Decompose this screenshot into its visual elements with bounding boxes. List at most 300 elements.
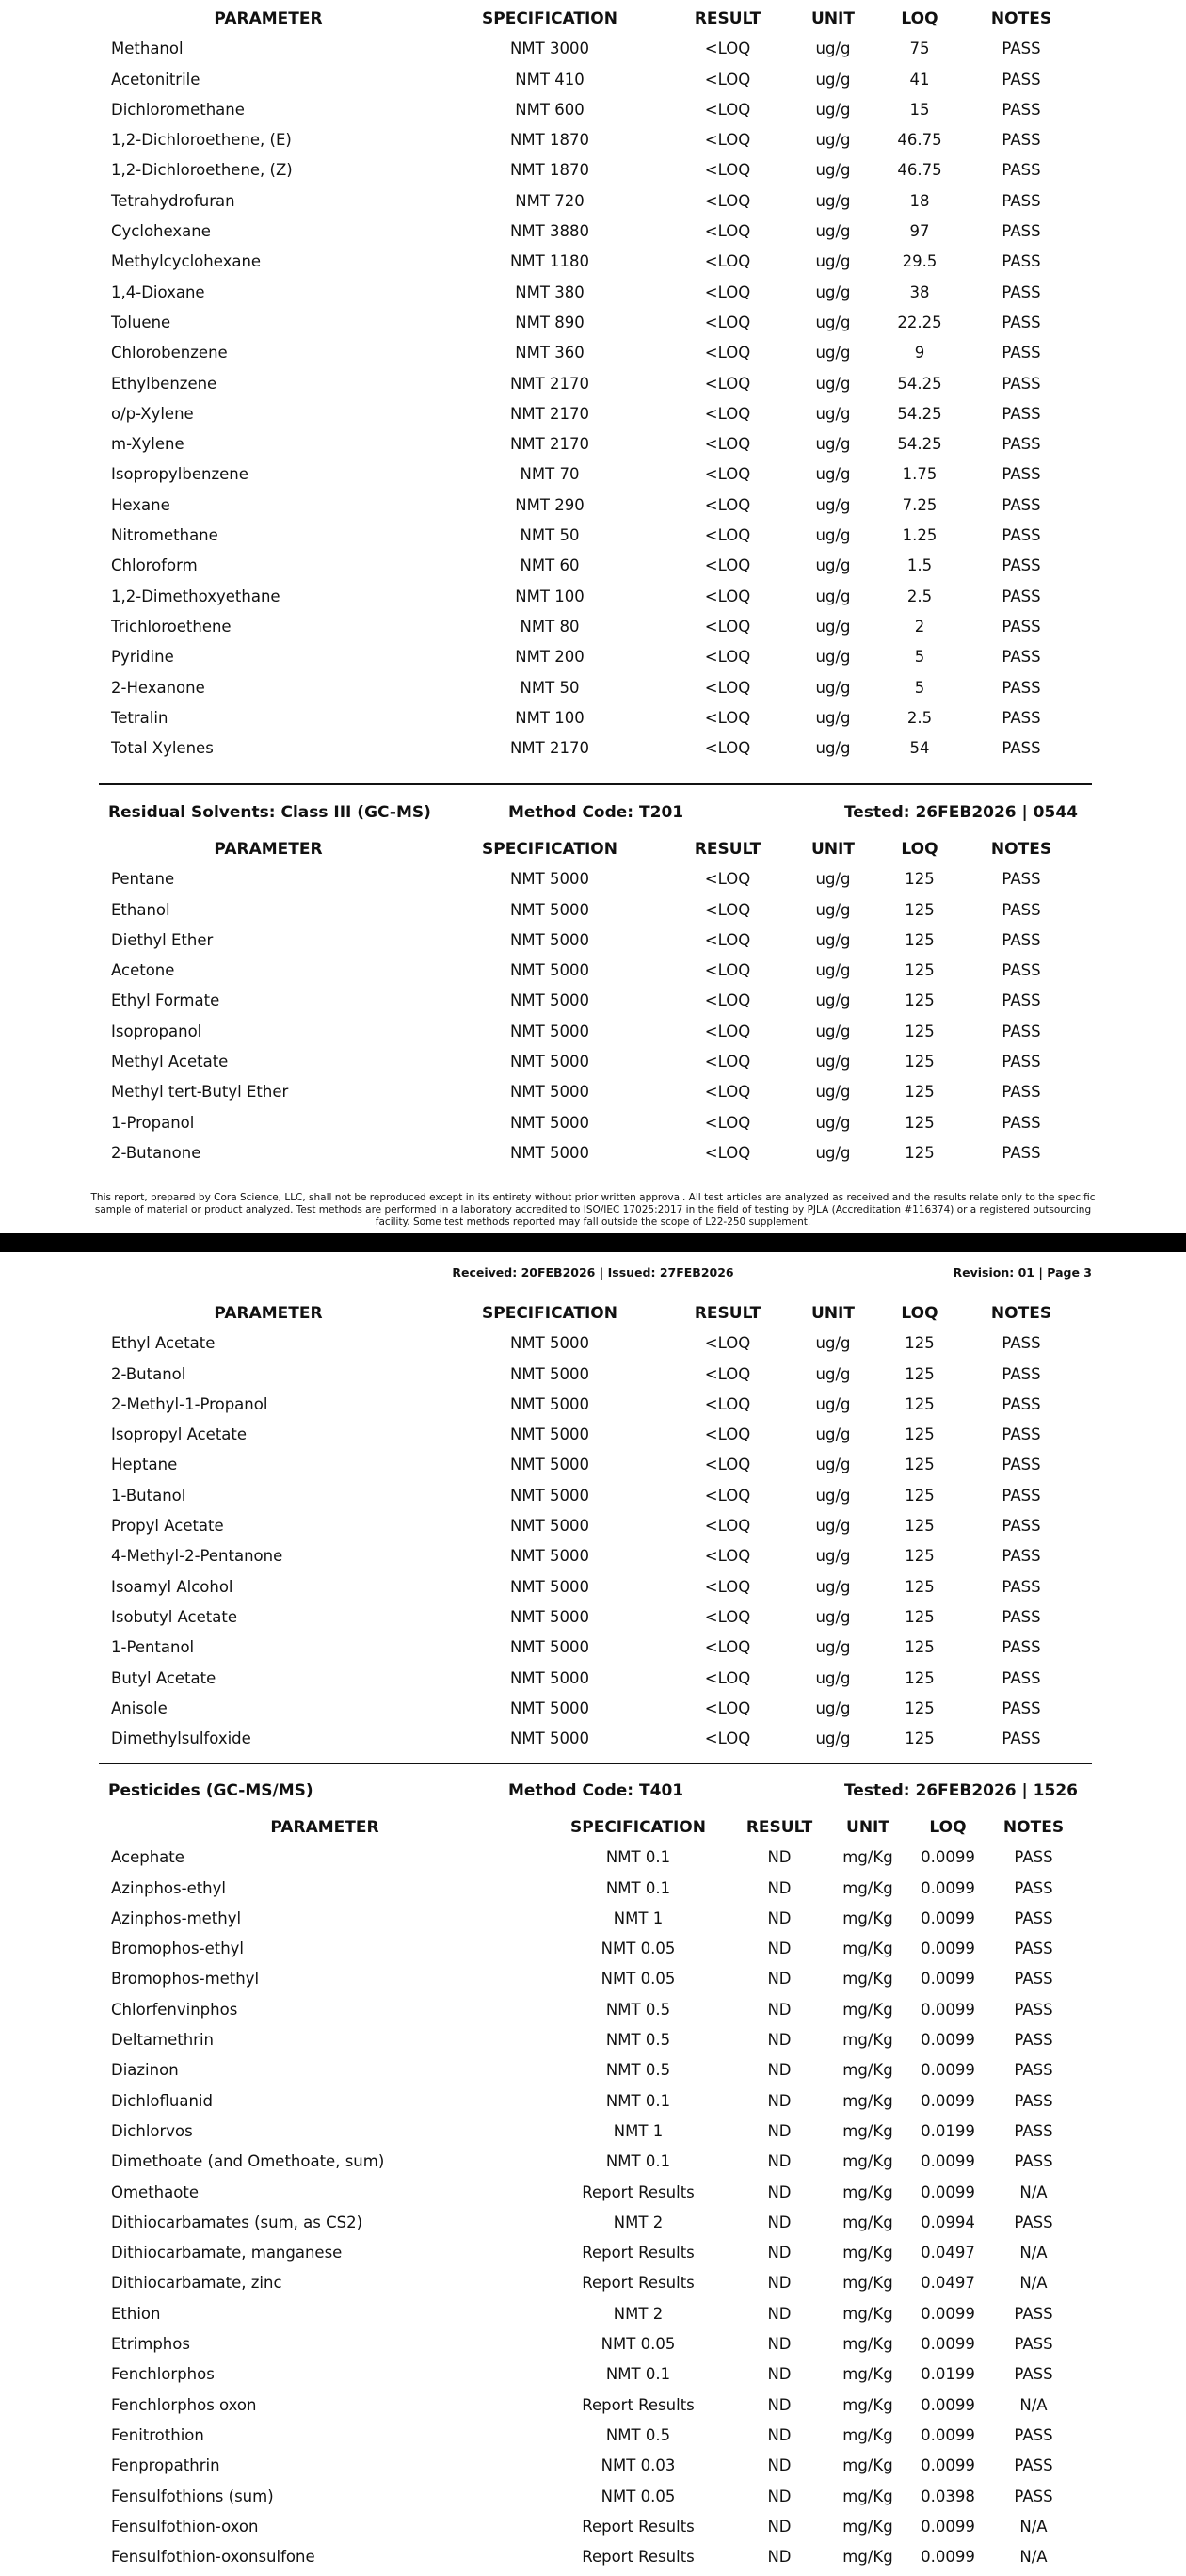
table-row xyxy=(0,459,1186,490)
cell-unit: ug/g xyxy=(815,1547,851,1566)
tested-date: Tested: 26FEB2026 | 0544 xyxy=(843,803,1078,822)
cell-unit: ug/g xyxy=(815,1394,851,1413)
cell-unit: mg/Kg xyxy=(842,2121,893,2140)
cell-notes: PASS xyxy=(1014,2304,1053,2323)
cell-notes: PASS xyxy=(1002,161,1041,180)
table-row xyxy=(0,1572,1186,1602)
cell-specification: Report Results xyxy=(582,2517,695,2536)
cell-notes: PASS xyxy=(1002,1143,1041,1162)
cell-result: <LOQ xyxy=(704,930,751,949)
cell-unit: ug/g xyxy=(815,1083,851,1102)
cell-unit: ug/g xyxy=(815,191,851,210)
class3-section-header xyxy=(108,803,1078,833)
cell-result: <LOQ xyxy=(704,495,751,514)
cell-loq: 0.0994 xyxy=(921,2213,975,2231)
table-row xyxy=(0,95,1186,125)
cell-parameter: Isoamyl Alcohol xyxy=(111,1577,233,1596)
cell-loq: 125 xyxy=(905,1668,935,1687)
cell-specification: NMT 5000 xyxy=(510,1022,589,1040)
cell-result: <LOQ xyxy=(704,1083,751,1102)
column-header-parameter: PARAMETER xyxy=(214,9,323,28)
cell-loq: 125 xyxy=(905,1638,935,1657)
cell-specification: NMT 0.03 xyxy=(601,2456,676,2475)
cell-loq: 125 xyxy=(905,1364,935,1383)
cell-parameter: 2-Hexanone xyxy=(111,678,205,697)
cell-parameter: Nitromethane xyxy=(111,526,218,545)
cell-notes: PASS xyxy=(1002,344,1041,362)
cell-loq: 1.5 xyxy=(906,556,933,575)
cell-unit: ug/g xyxy=(815,465,851,484)
cell-parameter: Methyl Acetate xyxy=(111,1053,229,1071)
tested-date: Tested: 26FEB2026 | 1526 xyxy=(843,1781,1078,1800)
cell-result: ND xyxy=(767,2031,792,2050)
table-row xyxy=(0,1047,1186,1077)
table-row xyxy=(0,926,1186,956)
cell-specification: NMT 0.05 xyxy=(601,2487,676,2505)
cell-parameter: Pentane xyxy=(111,870,175,889)
cell-loq: 125 xyxy=(905,1113,935,1132)
table-row xyxy=(0,1108,1186,1138)
cell-parameter: 1-Pentanol xyxy=(111,1638,195,1657)
cell-parameter: 1-Butanol xyxy=(111,1486,186,1505)
cell-notes: PASS xyxy=(1002,587,1041,605)
cell-result: <LOQ xyxy=(704,1547,751,1566)
cell-unit: ug/g xyxy=(815,495,851,514)
page-meta xyxy=(0,1265,1186,1284)
table-row xyxy=(0,491,1186,521)
cell-unit: ug/g xyxy=(815,404,851,423)
cell-parameter: m-Xylene xyxy=(111,435,184,454)
cell-parameter: Hexane xyxy=(111,495,170,514)
table-row xyxy=(0,1511,1186,1541)
table-row xyxy=(0,864,1186,894)
cell-unit: ug/g xyxy=(815,708,851,727)
cell-notes: PASS xyxy=(1002,1364,1041,1383)
cell-unit: mg/Kg xyxy=(842,2152,893,2171)
table-row xyxy=(0,986,1186,1016)
column-header-notes: NOTES xyxy=(1002,1818,1065,1837)
cell-specification: NMT 1 xyxy=(613,2121,664,2140)
cell-specification: NMT 5000 xyxy=(510,1334,589,1353)
cell-specification: NMT 5000 xyxy=(510,991,589,1010)
cell-parameter: Fenchlorphos oxon xyxy=(111,2395,257,2414)
cell-unit: ug/g xyxy=(815,1456,851,1474)
cell-parameter: Isopropanol xyxy=(111,1022,202,1040)
cell-loq: 125 xyxy=(905,1486,935,1505)
cell-notes: PASS xyxy=(1014,1970,1053,1988)
column-header-notes: NOTES xyxy=(990,1304,1052,1323)
cell-specification: NMT 200 xyxy=(515,648,585,667)
cell-specification: NMT 0.5 xyxy=(605,2425,671,2444)
cell-loq: 0.0099 xyxy=(921,2395,975,2414)
column-header-result: RESULT xyxy=(694,9,761,28)
cell-loq: 0.0099 xyxy=(921,1908,975,1927)
cell-unit: ug/g xyxy=(815,374,851,393)
cell-parameter: Dichloromethane xyxy=(111,100,245,119)
cell-unit: mg/Kg xyxy=(842,1908,893,1927)
table-row xyxy=(0,155,1186,185)
table-row xyxy=(0,2482,1186,2512)
cell-notes: PASS xyxy=(1002,435,1041,454)
table-row xyxy=(0,2421,1186,2451)
cell-specification: NMT 5000 xyxy=(510,1425,589,1444)
cell-specification: NMT 0.05 xyxy=(601,1970,676,1988)
cell-result: <LOQ xyxy=(704,526,751,545)
table-row xyxy=(0,2451,1186,2481)
cell-parameter: Azinphos-ethyl xyxy=(111,1878,226,1897)
cell-loq: 0.0099 xyxy=(921,2304,975,2323)
cell-notes: PASS xyxy=(1014,1908,1053,1927)
cell-loq: 22.25 xyxy=(897,313,942,331)
cell-specification: NMT 0.05 xyxy=(601,2335,676,2354)
cell-loq: 125 xyxy=(905,930,935,949)
cell-notes: PASS xyxy=(1002,526,1041,545)
cell-unit: mg/Kg xyxy=(842,2274,893,2293)
cell-specification: NMT 100 xyxy=(515,587,585,605)
cell-parameter: Chlorobenzene xyxy=(111,344,228,362)
cell-unit: mg/Kg xyxy=(842,1970,893,1988)
cell-notes: PASS xyxy=(1002,1517,1041,1536)
method-code: Method Code: T201 xyxy=(508,803,684,822)
cell-loq: 41 xyxy=(909,70,930,89)
cell-loq: 54 xyxy=(909,739,930,758)
cell-result: <LOQ xyxy=(704,678,751,697)
cell-specification: NMT 0.1 xyxy=(605,2365,671,2384)
cell-loq: 5 xyxy=(914,678,925,697)
cell-unit: ug/g xyxy=(815,556,851,575)
cell-parameter: Dithiocarbamate, manganese xyxy=(111,2244,343,2262)
cell-parameter: 2-Butanone xyxy=(111,1143,201,1162)
cell-specification: NMT 5000 xyxy=(510,1394,589,1413)
cell-parameter: Ethyl Formate xyxy=(111,991,220,1010)
table-row xyxy=(0,2055,1186,2085)
cell-specification: NMT 5000 xyxy=(510,1364,589,1383)
table-row xyxy=(0,642,1186,672)
cell-notes: PASS xyxy=(1002,313,1041,331)
cell-unit: ug/g xyxy=(815,1053,851,1071)
cell-parameter: Heptane xyxy=(111,1456,178,1474)
cell-notes: PASS xyxy=(1014,2335,1053,2354)
cell-unit: ug/g xyxy=(815,648,851,667)
cell-unit: ug/g xyxy=(815,435,851,454)
table-row xyxy=(0,2268,1186,2298)
cell-loq: 125 xyxy=(905,1517,935,1536)
cell-notes: PASS xyxy=(1002,900,1041,919)
cell-loq: 0.0099 xyxy=(921,2000,975,2019)
cell-result: <LOQ xyxy=(704,374,751,393)
cell-loq: 125 xyxy=(905,961,935,980)
cell-parameter: Fensulfothion-oxonsulfone xyxy=(111,2548,315,2567)
cell-unit: ug/g xyxy=(815,282,851,301)
cell-specification: NMT 410 xyxy=(515,70,585,89)
cell-parameter: Methyl tert-Butyl Ether xyxy=(111,1083,289,1102)
table-row xyxy=(0,308,1186,338)
cell-parameter: Bromophos-ethyl xyxy=(111,1940,245,1958)
cell-notes: PASS xyxy=(1002,1577,1041,1596)
cell-parameter: Ethyl Acetate xyxy=(111,1334,216,1353)
cell-notes: PASS xyxy=(1002,1334,1041,1353)
table-row xyxy=(0,551,1186,581)
cell-result: <LOQ xyxy=(704,1334,751,1353)
cell-loq: 125 xyxy=(905,1425,935,1444)
cell-parameter: Bromophos-methyl xyxy=(111,1970,260,1988)
table-row xyxy=(0,521,1186,551)
cell-notes: PASS xyxy=(1014,1848,1053,1867)
cell-loq: 125 xyxy=(905,991,935,1010)
cell-loq: 46.75 xyxy=(897,161,942,180)
cell-notes: N/A xyxy=(1019,2548,1048,2567)
cell-unit: ug/g xyxy=(815,678,851,697)
cell-loq: 0.0497 xyxy=(921,2244,975,2262)
cell-notes: PASS xyxy=(1002,1425,1041,1444)
cell-result: ND xyxy=(767,1940,792,1958)
cell-notes: PASS xyxy=(1002,556,1041,575)
cell-specification: NMT 3880 xyxy=(510,222,589,241)
cell-specification: NMT 100 xyxy=(515,708,585,727)
cell-result: ND xyxy=(767,2456,792,2475)
cell-result: <LOQ xyxy=(704,191,751,210)
cell-result: ND xyxy=(767,2395,792,2414)
cell-unit: ug/g xyxy=(815,1730,851,1748)
cell-parameter: 1,2-Dichloroethene, (Z) xyxy=(111,161,293,180)
cell-specification: NMT 5000 xyxy=(510,1053,589,1071)
cell-notes: PASS xyxy=(1002,100,1041,119)
cell-loq: 54.25 xyxy=(897,404,942,423)
cell-parameter: Propyl Acetate xyxy=(111,1517,224,1536)
cell-loq: 125 xyxy=(905,1699,935,1717)
cell-parameter: 1-Propanol xyxy=(111,1113,195,1132)
table-row xyxy=(0,34,1186,64)
cell-parameter: 2-Butanol xyxy=(111,1364,186,1383)
cell-parameter: Methylcyclohexane xyxy=(111,252,262,271)
revision-page: Revision: 01 | Page 3 xyxy=(953,1265,1092,1280)
section-title: Pesticides (GC-MS/MS) xyxy=(108,1781,313,1800)
cell-specification: NMT 0.1 xyxy=(605,1878,671,1897)
cell-result: <LOQ xyxy=(704,556,751,575)
cell-specification: NMT 1 xyxy=(613,1908,664,1927)
cell-notes: PASS xyxy=(1002,131,1041,150)
cell-parameter: Chlorfenvinphos xyxy=(111,2000,238,2019)
cell-result: <LOQ xyxy=(704,1699,751,1717)
cell-parameter: Cyclohexane xyxy=(111,222,211,241)
cell-unit: ug/g xyxy=(815,70,851,89)
cell-unit: mg/Kg xyxy=(842,2548,893,2567)
cell-loq: 0.0099 xyxy=(921,1848,975,1867)
cell-result: ND xyxy=(767,2487,792,2505)
cell-specification: NMT 3000 xyxy=(510,40,589,58)
cell-result: ND xyxy=(767,2244,792,2262)
column-header-specification: SPECIFICATION xyxy=(482,1304,617,1323)
cell-notes: PASS xyxy=(1002,1113,1041,1132)
cell-loq: 29.5 xyxy=(902,252,938,271)
cell-specification: NMT 380 xyxy=(515,282,585,301)
cell-parameter: Anisole xyxy=(111,1699,168,1717)
cell-notes: PASS xyxy=(1002,1456,1041,1474)
table-header xyxy=(0,1812,1186,1843)
cell-notes: PASS xyxy=(1002,1730,1041,1748)
cell-notes: PASS xyxy=(1002,1022,1041,1040)
cell-loq: 125 xyxy=(905,1143,935,1162)
cell-parameter: Methanol xyxy=(111,40,184,58)
cell-notes: PASS xyxy=(1002,1668,1041,1687)
table-row xyxy=(0,1724,1186,1754)
cell-specification: NMT 5000 xyxy=(510,1083,589,1102)
table-row xyxy=(0,1664,1186,1694)
cell-notes: N/A xyxy=(1019,2244,1048,2262)
cell-parameter: Ethylbenzene xyxy=(111,374,217,393)
cell-loq: 0.0099 xyxy=(921,1970,975,1988)
table-row xyxy=(0,1541,1186,1571)
column-header-result: RESULT xyxy=(694,1304,761,1323)
cell-notes: N/A xyxy=(1019,2182,1048,2201)
cell-result: ND xyxy=(767,2365,792,2384)
cell-specification: NMT 70 xyxy=(520,465,580,484)
cell-loq: 125 xyxy=(905,1547,935,1566)
cell-result: ND xyxy=(767,2335,792,2354)
cell-loq: 125 xyxy=(905,900,935,919)
cell-loq: 18 xyxy=(909,191,930,210)
cell-notes: PASS xyxy=(1014,2121,1053,2140)
cell-unit: ug/g xyxy=(815,1638,851,1657)
cell-specification: NMT 5000 xyxy=(510,1113,589,1132)
cell-loq: 75 xyxy=(909,40,930,58)
cell-parameter: Chloroform xyxy=(111,556,198,575)
cell-specification: NMT 5000 xyxy=(510,1668,589,1687)
cell-result: <LOQ xyxy=(704,282,751,301)
cell-loq: 0.0099 xyxy=(921,2456,975,2475)
cell-unit: mg/Kg xyxy=(842,2395,893,2414)
column-header-parameter: PARAMETER xyxy=(214,840,323,859)
cell-notes: PASS xyxy=(1014,2061,1053,2080)
cell-specification: NMT 5000 xyxy=(510,1730,589,1748)
cell-result: ND xyxy=(767,2152,792,2171)
table-row xyxy=(0,338,1186,368)
column-header-specification: SPECIFICATION xyxy=(482,9,617,28)
cell-specification: Report Results xyxy=(582,2395,695,2414)
cell-specification: NMT 80 xyxy=(520,617,580,636)
cell-unit: mg/Kg xyxy=(842,1878,893,1897)
cell-result: <LOQ xyxy=(704,1517,751,1536)
cell-loq: 125 xyxy=(905,1022,935,1040)
table-row xyxy=(0,2299,1186,2329)
cell-parameter: o/p-Xylene xyxy=(111,404,194,423)
cell-specification: NMT 60 xyxy=(520,556,580,575)
table-row xyxy=(0,278,1186,308)
cell-loq: 125 xyxy=(905,1394,935,1413)
report-page-2 xyxy=(0,0,1186,1233)
cell-notes: PASS xyxy=(1002,40,1041,58)
table-row xyxy=(0,1633,1186,1663)
method-code: Method Code: T401 xyxy=(508,1781,684,1800)
table-header xyxy=(0,4,1186,34)
cell-specification: NMT 5000 xyxy=(510,1143,589,1162)
table-row xyxy=(0,399,1186,429)
cell-unit: ug/g xyxy=(815,587,851,605)
cell-specification: NMT 0.5 xyxy=(605,2061,671,2080)
table-row xyxy=(0,1995,1186,2025)
cell-loq: 54.25 xyxy=(897,374,942,393)
cell-parameter: Deltamethrin xyxy=(111,2031,214,2050)
cell-specification: NMT 5000 xyxy=(510,870,589,889)
cell-specification: Report Results xyxy=(582,2274,695,2293)
cell-result: <LOQ xyxy=(704,465,751,484)
cell-unit: ug/g xyxy=(815,617,851,636)
cell-specification: NMT 0.1 xyxy=(605,2152,671,2171)
cell-parameter: Acetone xyxy=(111,961,175,980)
column-header-loq: LOQ xyxy=(901,9,938,28)
cell-specification: NMT 2170 xyxy=(510,739,589,758)
cell-loq: 0.0099 xyxy=(921,2031,975,2050)
table-row xyxy=(0,2117,1186,2147)
cell-unit: ug/g xyxy=(815,900,851,919)
cell-parameter: 1,2-Dimethoxyethane xyxy=(111,587,280,605)
table-row xyxy=(0,956,1186,986)
cell-specification: NMT 0.1 xyxy=(605,2091,671,2110)
cell-parameter: 1,4-Dioxane xyxy=(111,282,205,301)
table-header xyxy=(0,1298,1186,1328)
cell-unit: mg/Kg xyxy=(842,2365,893,2384)
table-row xyxy=(0,1602,1186,1633)
received-issued: Received: 20FEB2026 | Issued: 27FEB2026 xyxy=(452,1265,734,1280)
cell-specification: NMT 1180 xyxy=(510,252,589,271)
cell-parameter: Butyl Acetate xyxy=(111,1668,216,1687)
cell-unit: mg/Kg xyxy=(842,2487,893,2505)
column-header-specification: SPECIFICATION xyxy=(570,1818,706,1837)
table-row xyxy=(0,1138,1186,1168)
cell-unit: ug/g xyxy=(815,40,851,58)
class3-table xyxy=(0,834,1186,1168)
column-header-notes: NOTES xyxy=(990,9,1052,28)
table-row xyxy=(0,2147,1186,2177)
cell-loq: 0.0099 xyxy=(921,2091,975,2110)
column-header-result: RESULT xyxy=(694,840,761,859)
cell-parameter: Etrimphos xyxy=(111,2335,190,2354)
cell-parameter: Omethaote xyxy=(111,2182,199,2201)
cell-result: <LOQ xyxy=(704,222,751,241)
cell-loq: 125 xyxy=(905,1730,935,1748)
cell-notes: PASS xyxy=(1002,739,1041,758)
cell-result: ND xyxy=(767,1970,792,1988)
cell-unit: mg/Kg xyxy=(842,2061,893,2080)
section-title: Residual Solvents: Class III (GC-MS) xyxy=(108,803,431,822)
table-row xyxy=(0,1077,1186,1107)
cell-loq: 0.0099 xyxy=(921,2335,975,2354)
cell-unit: ug/g xyxy=(815,1577,851,1596)
cell-loq: 0.0099 xyxy=(921,1878,975,1897)
cell-unit: ug/g xyxy=(815,222,851,241)
cell-unit: ug/g xyxy=(815,1364,851,1383)
cell-specification: NMT 5000 xyxy=(510,1517,589,1536)
cell-result: ND xyxy=(767,2000,792,2019)
table-row xyxy=(0,2359,1186,2390)
cell-loq: 9 xyxy=(914,344,925,362)
cell-specification: NMT 720 xyxy=(515,191,585,210)
table-row xyxy=(0,612,1186,642)
cell-loq: 7.25 xyxy=(902,495,938,514)
cell-unit: mg/Kg xyxy=(842,2425,893,2444)
cell-result: <LOQ xyxy=(704,100,751,119)
cell-specification: NMT 2170 xyxy=(510,404,589,423)
table-row xyxy=(0,429,1186,459)
cell-loq: 0.0199 xyxy=(921,2121,975,2140)
table-row xyxy=(0,2086,1186,2117)
cell-unit: ug/g xyxy=(815,1486,851,1505)
cell-result: ND xyxy=(767,2121,792,2140)
table-row xyxy=(0,1390,1186,1420)
cell-notes: N/A xyxy=(1019,2395,1048,2414)
cell-unit: ug/g xyxy=(815,1668,851,1687)
cell-unit: ug/g xyxy=(815,1143,851,1162)
